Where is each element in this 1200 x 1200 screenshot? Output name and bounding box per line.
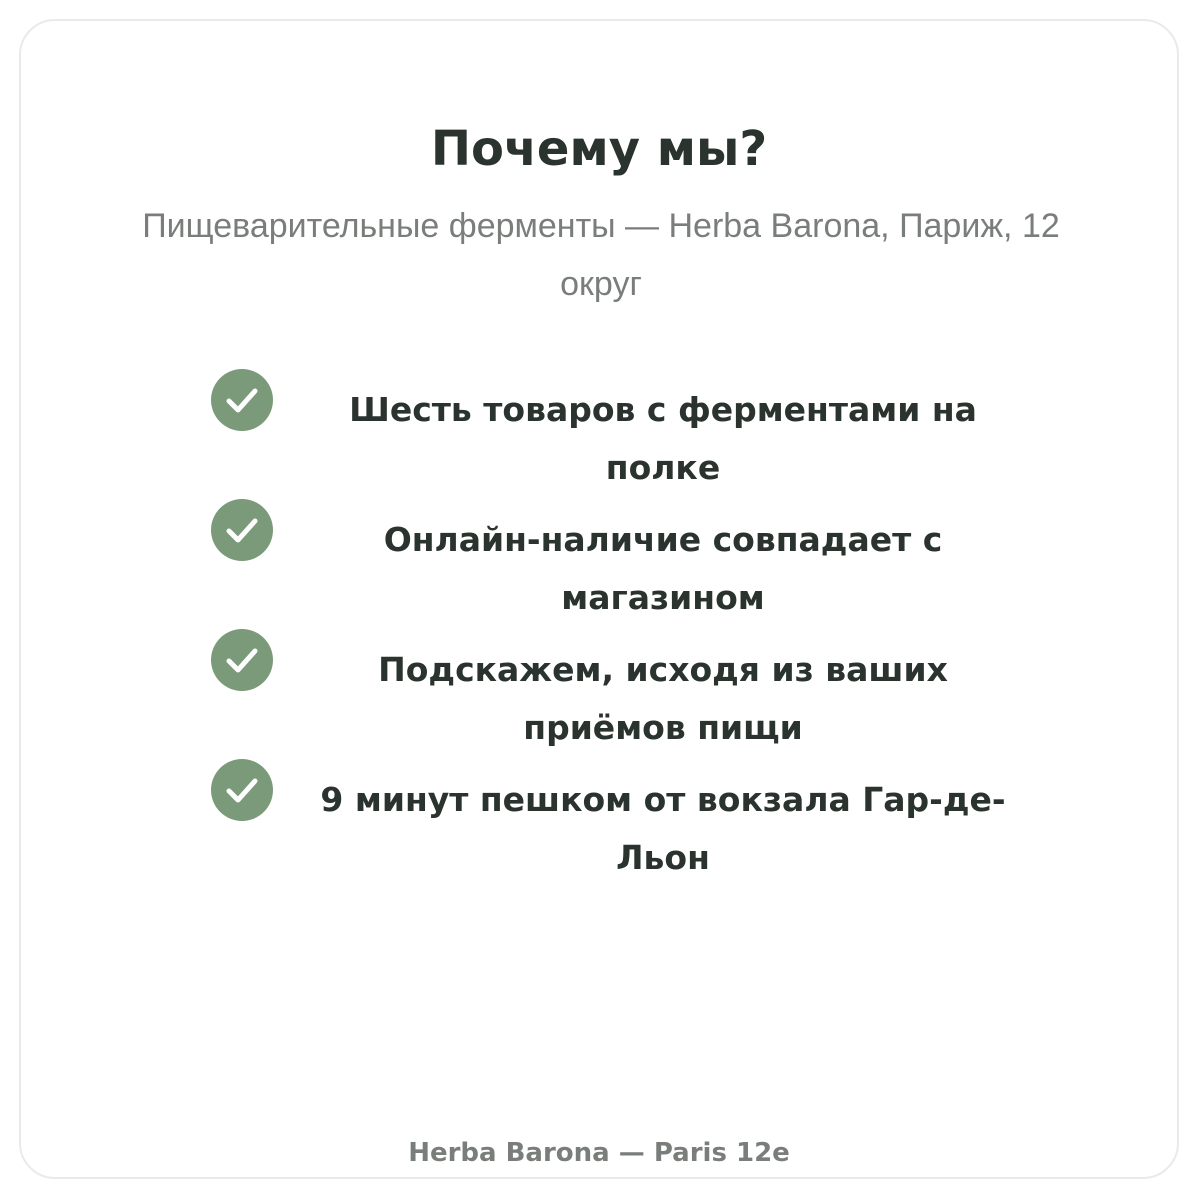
benefit-item — [211, 499, 1051, 629]
benefits-list — [211, 369, 1051, 889]
benefit-item — [211, 369, 1051, 499]
check-circle-icon — [211, 759, 273, 821]
benefit-text: 9 минут пешком от вокзала Гар-де-Льон — [320, 780, 1006, 877]
check-circle-icon — [211, 499, 273, 561]
benefit-item — [211, 759, 1051, 889]
check-circle-icon — [211, 629, 273, 691]
benefit-text: Подскажем, исходя из ваших приёмов пищи — [378, 650, 948, 747]
benefit-item — [211, 629, 1051, 759]
footer-brand: Herba Barona — Paris 12e — [408, 1138, 790, 1168]
page-subtitle: Пищеварительные ферменты — Herba Barona, Париж, 12 округ — [142, 207, 1060, 303]
page-title: Почему мы? — [430, 121, 768, 177]
why-us-card — [19, 19, 1179, 1179]
benefit-text: Онлайн-наличие совпадает с магазином — [383, 520, 943, 617]
benefit-text: Шесть товаров с ферментами на полке — [349, 390, 977, 487]
check-circle-icon — [211, 369, 273, 431]
